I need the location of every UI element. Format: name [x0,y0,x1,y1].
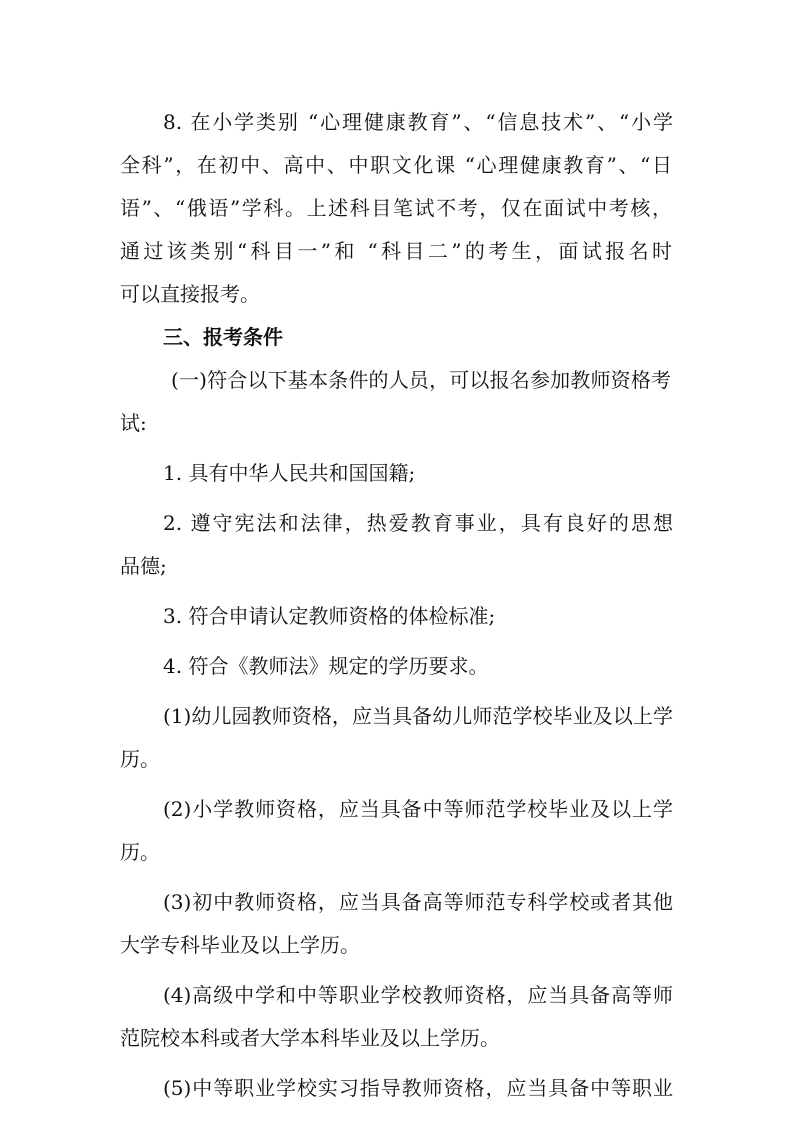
subsection-1-line-2: 试: [120,411,147,435]
edu-3-line-2: 大学专科毕业及以上学历。 [120,933,360,957]
item-8-line-3: 语”、“俄语”学科。上述科目笔试不考，仅在面试中考核， [120,196,672,220]
edu-2-line-2: 历。 [120,840,160,864]
condition-3: 3. 符合申请认定教师资格的体检标准; [163,604,496,628]
edu-1-line-2: 历。 [120,747,160,771]
condition-4: 4. 符合《教师法》规定的学历要求。 [163,654,489,678]
edu-3-line-1: (3)初中教师资格，应当具备高等师范专科学校或者其他 [163,890,673,914]
condition-2-line-1: 2. 遵守宪法和法律，热爱教育事业，具有良好的思想 [163,511,673,535]
edu-5-line-1: (5)中等职业学校实习指导教师资格，应当具备中等职业 [163,1076,673,1100]
condition-2-line-2: 品德; [120,554,167,578]
edu-1-line-1: (1)幼儿园教师资格，应当具备幼儿师范学校毕业及以上学 [163,704,673,728]
condition-1: 1. 具有中华人民共和国国籍; [163,461,416,485]
section-heading: 三、报考条件 [163,325,283,349]
item-8-line-1: 8. 在小学类别 “心理健康教育”、“信息技术”、“小学 [163,110,673,134]
item-8-line-2: 全科”，在初中、高中、中职文化课 “心理健康教育”、“日 [120,153,672,177]
item-8-line-5: 可以直接报考。 [120,282,260,306]
subsection-1-line-1: (一)符合以下基本条件的人员，可以报名参加教师资格考 [171,368,671,392]
item-8-line-4: 通过该类别“科目一”和 “科目二”的考生，面试报名时 [120,239,672,263]
edu-4-line-2: 范院校本科或者大学本科毕业及以上学历。 [120,1026,500,1050]
edu-4-line-1: (4)高级中学和中等职业学校教师资格，应当具备高等师 [163,983,673,1007]
edu-2-line-1: (2)小学教师资格，应当具备中等师范学校毕业及以上学 [163,797,673,821]
